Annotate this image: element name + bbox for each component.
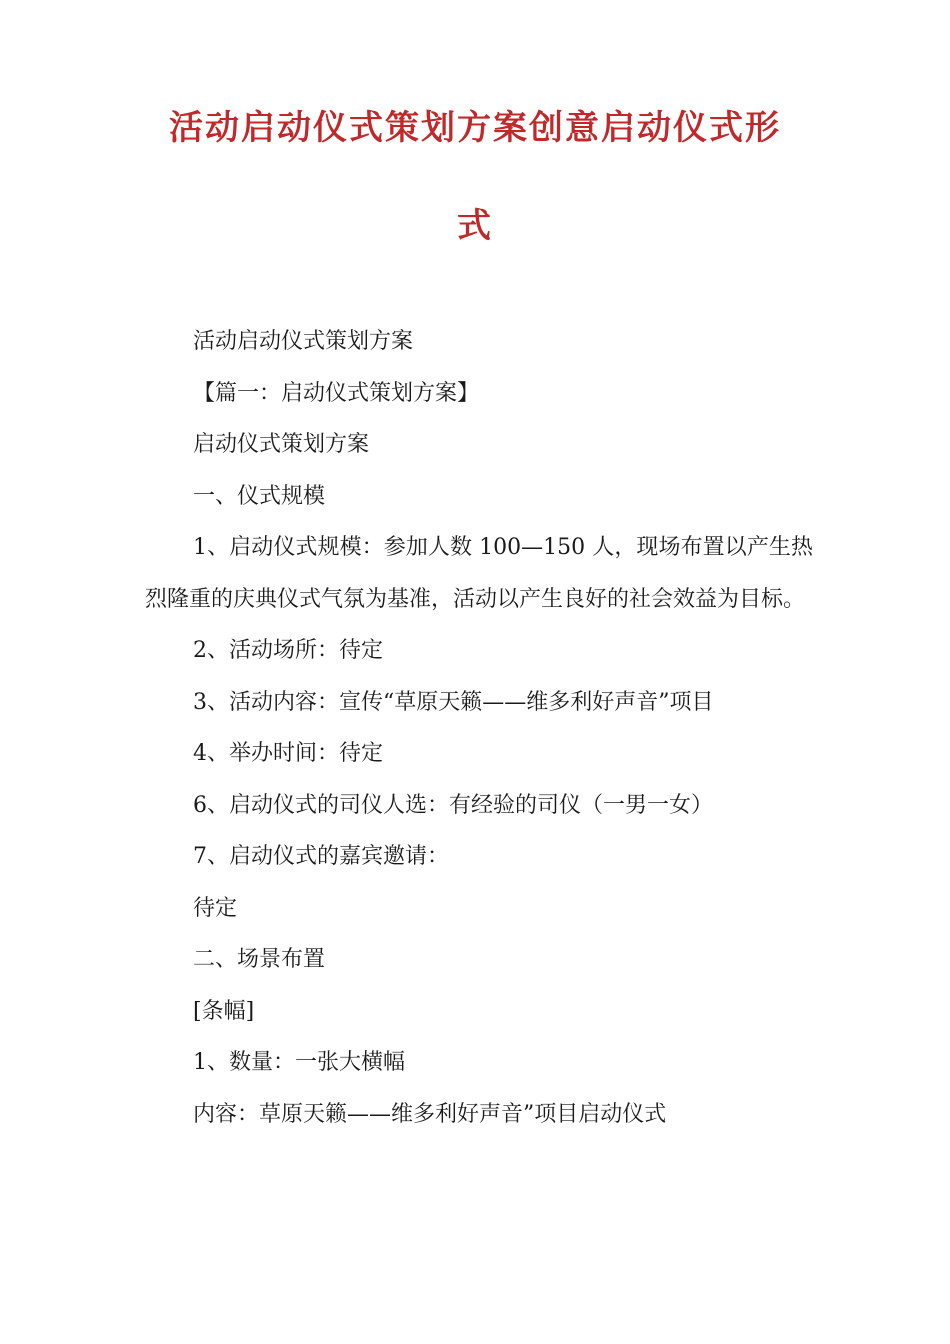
document-title-line-2: 式 [457,206,493,246]
paragraph-section-scale: 一、仪式规模 [193,483,326,509]
paragraph-item-scale: 1、启动仪式规模：参加人数 100—150 人，现场布置以产生热烈隆重的庆典仪式气氛为基准，活动以产生良好的社会效益为目标。 [145,535,813,612]
document-body [145,316,813,1140]
paragraph-banner-content: 内容：草原天籁——维多利好声音”项目启动仪式 [193,1101,667,1127]
paragraph-item-venue: 2、活动场所：待定 [193,638,383,663]
paragraph-item-time: 4、举办时间：待定 [193,741,383,766]
document-title-line-1: 活动启动仪式策划方案创意启动仪式形 [169,108,781,148]
paragraph-banner-quantity: 1、数量：一张大横幅 [193,1050,405,1075]
paragraph-item-guests: 7、启动仪式的嘉宾邀请： [193,844,449,869]
paragraph-chapter-one: 【篇一：启动仪式策划方案】 [193,380,480,406]
paragraph-item-host: 6、启动仪式的司仪人选：有经验的司仪（一男一女） [193,792,713,818]
paragraph-section-scene: 二、场景布置 [193,947,326,972]
paragraph-banner-label: [条幅] [193,998,255,1024]
paragraph-guests-tbd: 待定 [193,895,238,921]
paragraph-plan-heading: 活动启动仪式策划方案 [193,329,414,354]
paragraph-item-content: 3、活动内容：宣传“草原天籁——维多利好声音”项目 [193,689,714,715]
paragraph-subtitle: 启动仪式策划方案 [193,432,370,457]
